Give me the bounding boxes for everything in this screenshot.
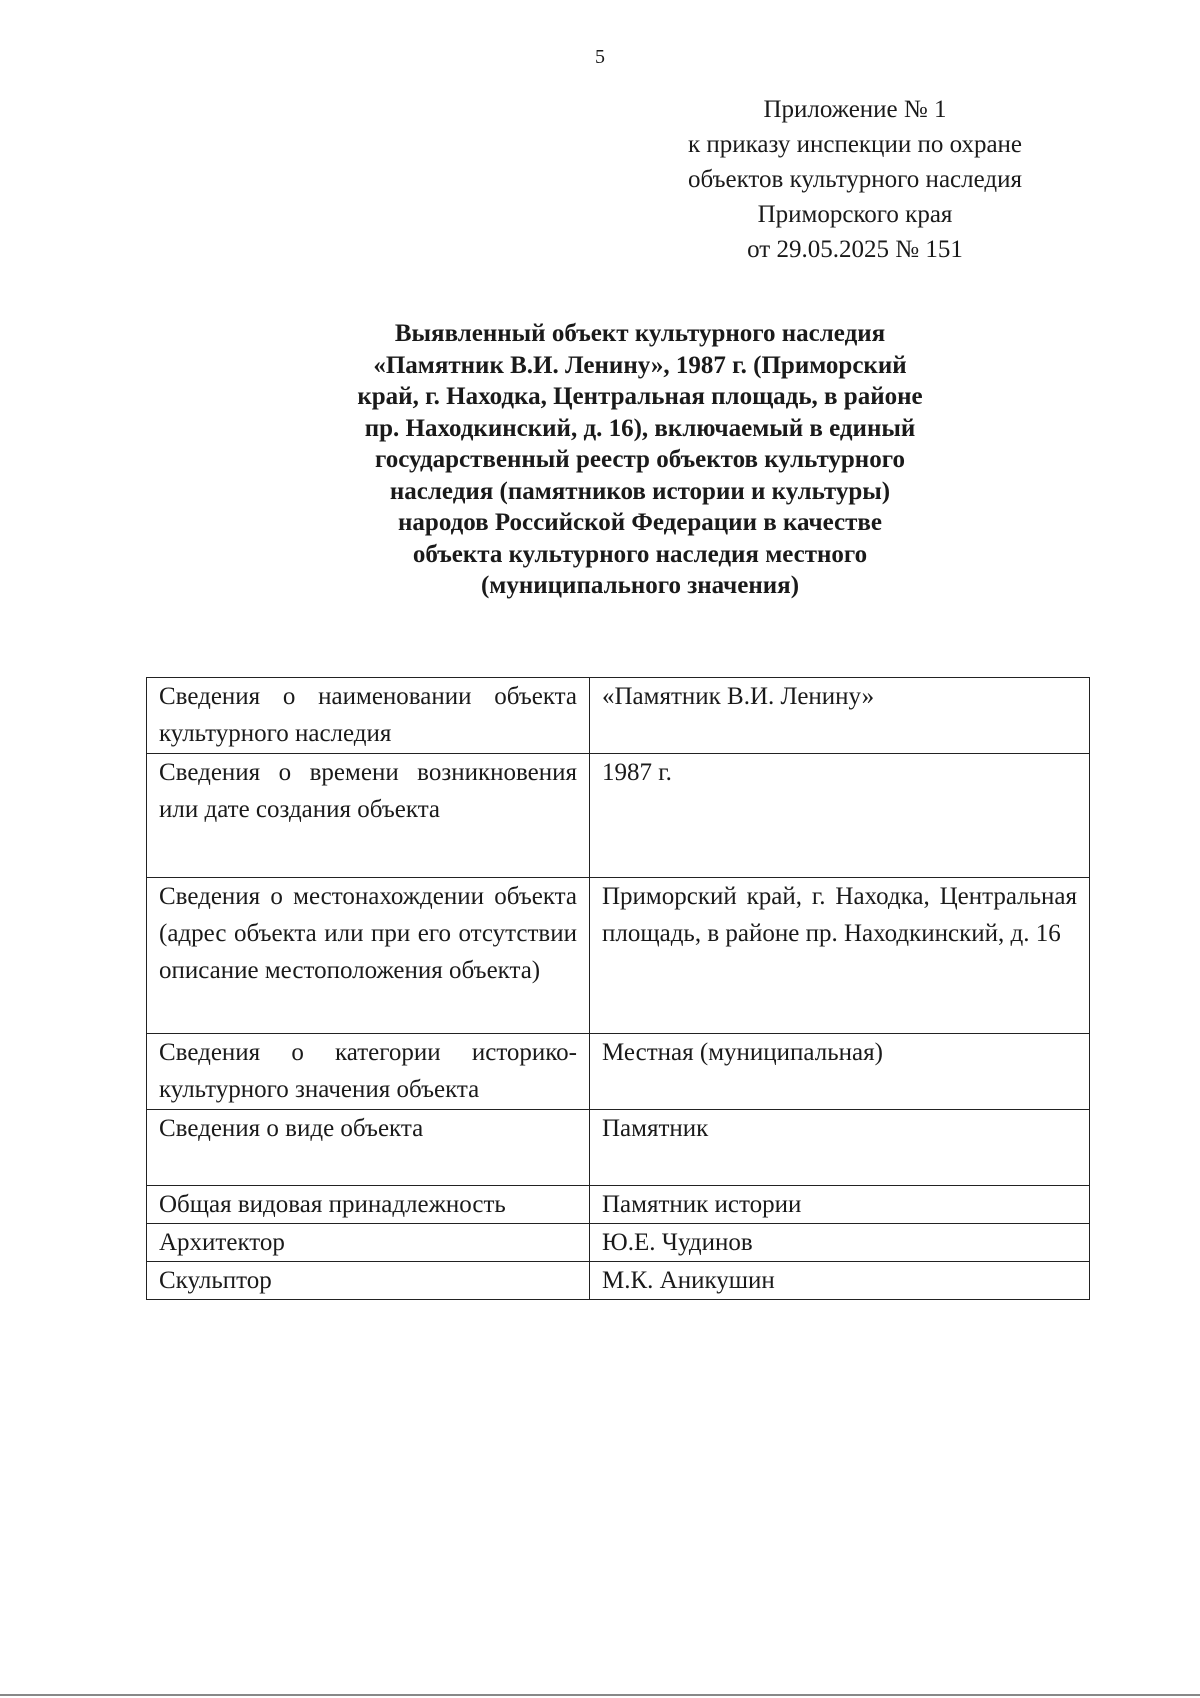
title-line: наследия (памятников истории и культуры) xyxy=(389,477,891,505)
row-label: Архитектор xyxy=(147,1224,590,1262)
table-row xyxy=(147,678,1090,754)
row-label: Сведения о категории историко-культурного значения объекта xyxy=(147,1034,590,1110)
appendix-line: к приказу инспекции по охране xyxy=(687,131,1023,158)
table-row xyxy=(147,1262,1090,1300)
title-line: «Памятник В.И. Ленину», 1987 г. (Приморский xyxy=(373,351,907,379)
row-value: Памятник истории xyxy=(590,1186,1090,1224)
appendix-header xyxy=(640,92,1070,267)
title-line: пр. Находкинский, д. 16), включаемый в единый xyxy=(364,414,916,442)
table-row xyxy=(147,1034,1090,1110)
title-line: край, г. Находка, Центральная площадь, в районе xyxy=(357,383,923,410)
title-line: народов Российской Федерации в качестве xyxy=(398,509,882,536)
object-info-table xyxy=(146,677,1090,1300)
row-value: «Памятник В.И. Ленину» xyxy=(590,678,1090,754)
table-row xyxy=(147,1186,1090,1224)
row-label: Сведения о времени возникновения или дате создания объекта xyxy=(147,754,590,878)
title-line: объекта культурного наследия местного xyxy=(412,540,868,568)
row-value: Местная (муниципальная) xyxy=(590,1034,1090,1110)
document-title xyxy=(280,318,1000,602)
table-row xyxy=(147,878,1090,1034)
title-line: Выявленный объект культурного наследия xyxy=(394,320,886,347)
page-number: 5 xyxy=(595,46,605,68)
row-label: Общая видовая принадлежность xyxy=(147,1186,590,1224)
row-label: Сведения о местонахождении объекта (адрес объекта или при его отсутствии описание местоположения объекта) xyxy=(147,878,590,1034)
row-value: Памятник xyxy=(590,1110,1090,1186)
row-value: 1987 г. xyxy=(590,754,1090,878)
row-value: Ю.Е. Чудинов xyxy=(590,1224,1090,1262)
title-line: (муниципального значения) xyxy=(480,572,800,599)
table-row xyxy=(147,754,1090,878)
row-value: М.К. Аникушин xyxy=(590,1262,1090,1300)
row-label: Сведения о наименовании объекта культурного наследия xyxy=(147,678,590,754)
row-value: Приморский край, г. Находка, Центральная площадь, в районе пр. Находкинский, д. 16 xyxy=(590,878,1090,1034)
appendix-line: Приморского края xyxy=(757,201,953,228)
title-line: государственный реестр объектов культурного xyxy=(375,446,905,473)
appendix-line: от 29.05.2025 № 151 xyxy=(747,236,963,263)
row-label: Скульптор xyxy=(147,1262,590,1300)
appendix-line: Приложение № 1 xyxy=(763,96,947,123)
table-row xyxy=(147,1224,1090,1262)
page-bottom-edge xyxy=(0,1694,1200,1696)
appendix-line: объектов культурного наследия xyxy=(688,166,1022,193)
row-label: Сведения о виде объекта xyxy=(147,1110,590,1186)
table-row xyxy=(147,1110,1090,1186)
